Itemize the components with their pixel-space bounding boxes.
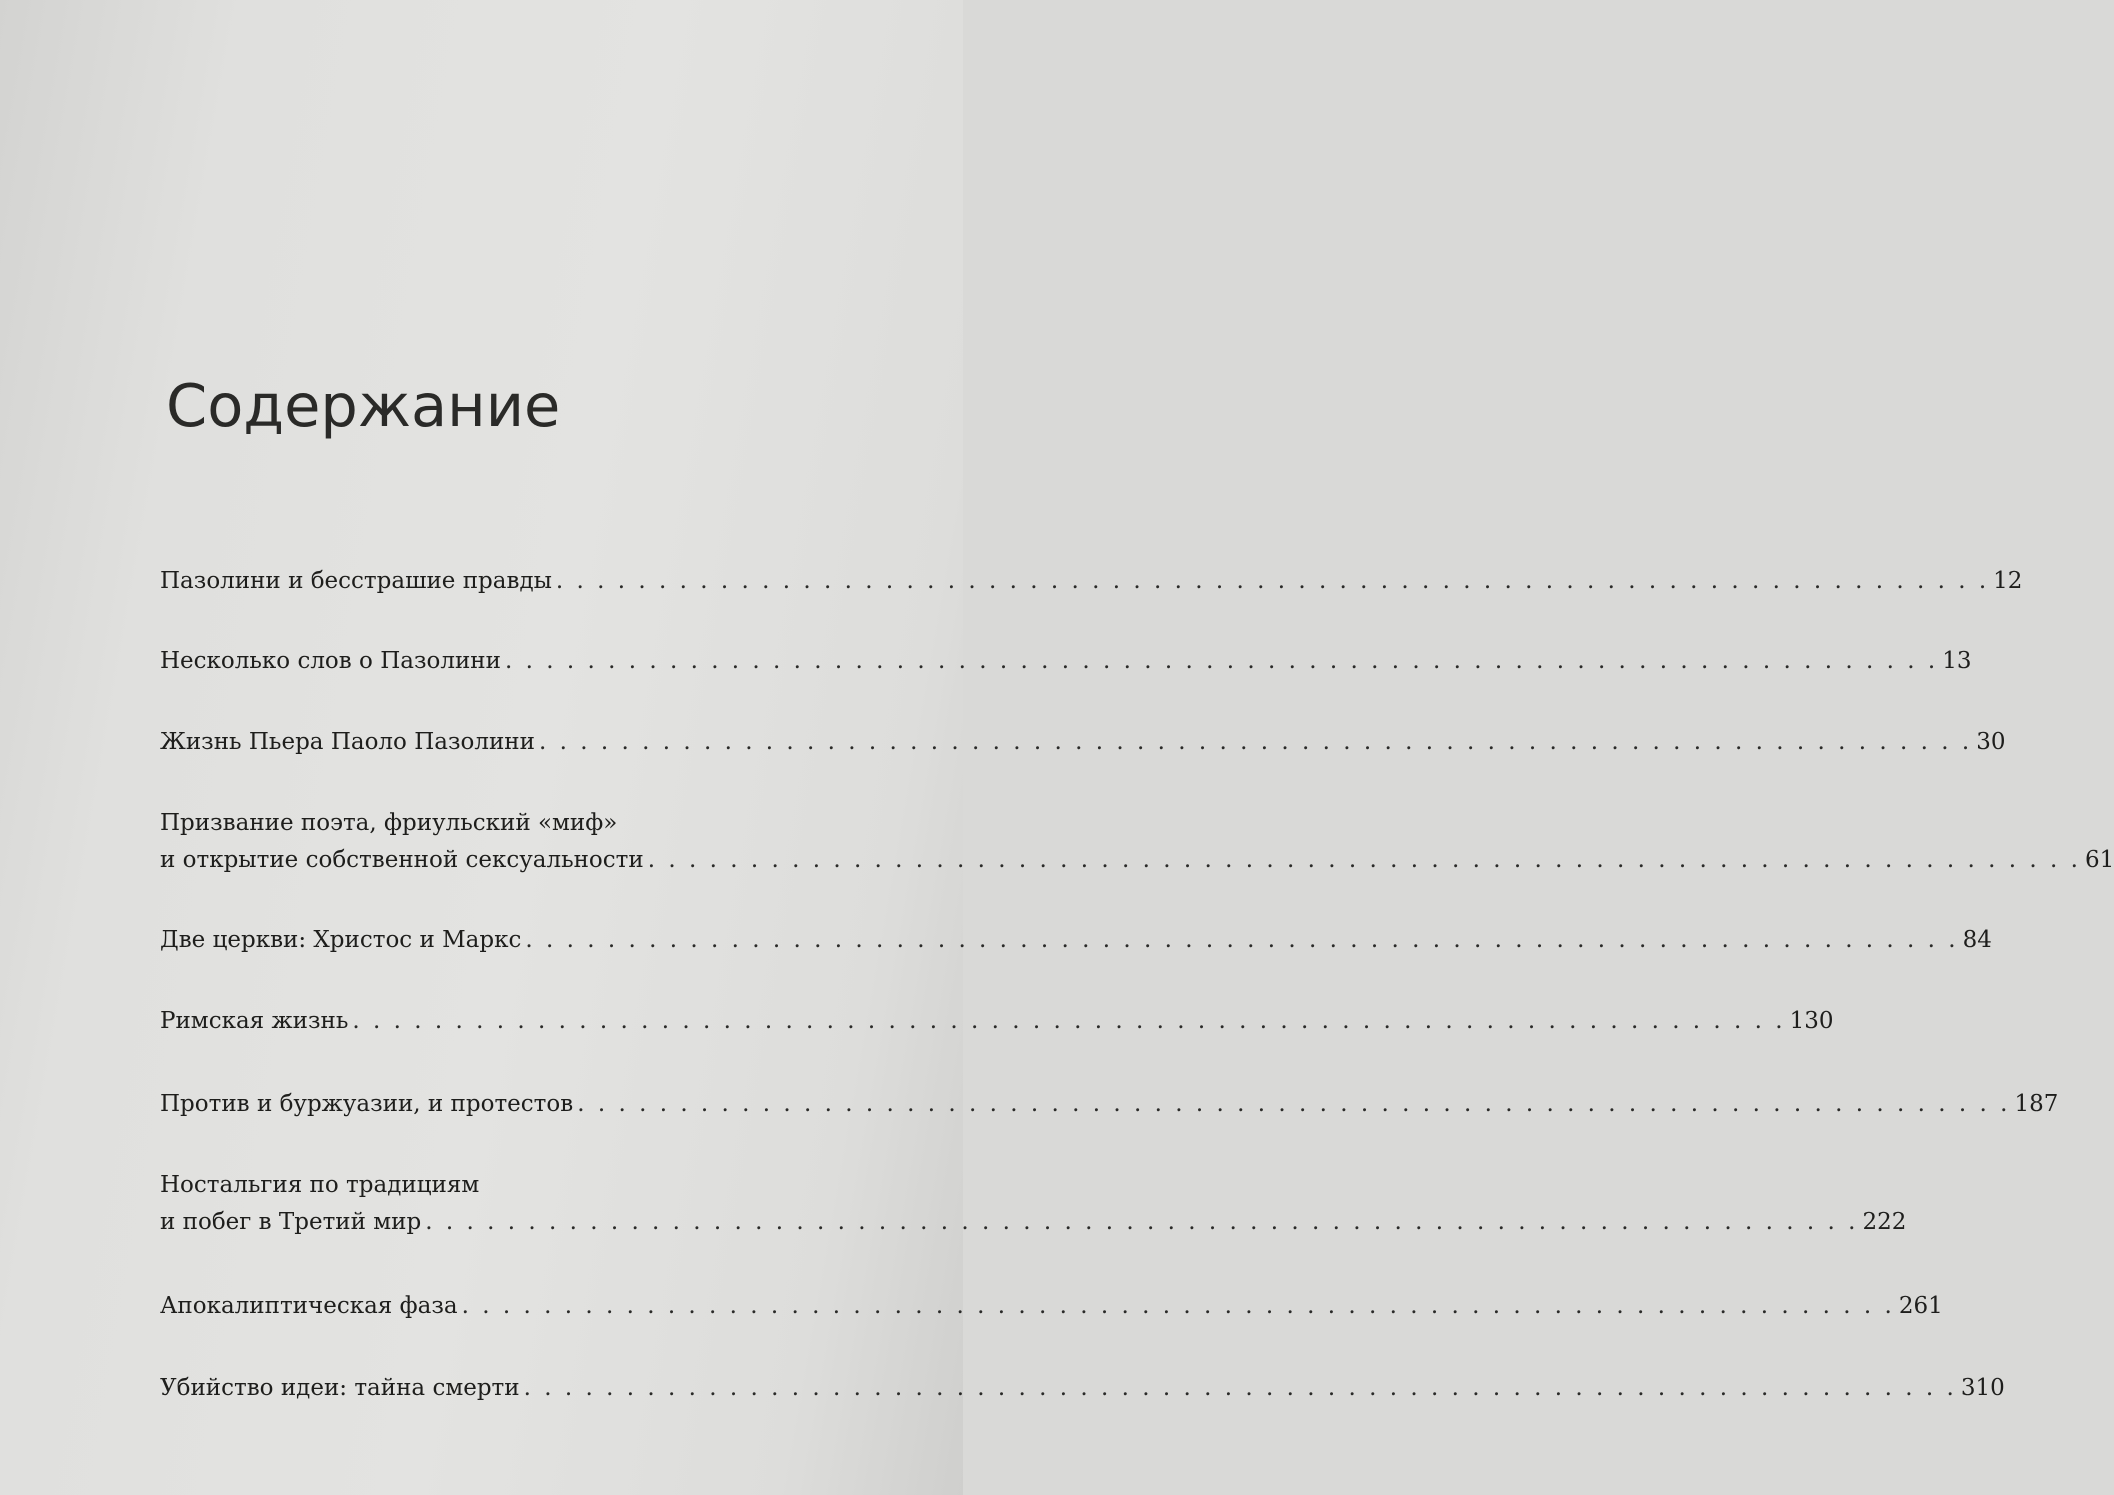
dot-leader: . . . . . . . . . . . . . . . . . . . . . . . . . . . . . . . . . . . . . . . . . . . . . . . . . . . . . . . . . . . . . . . . . . . . . . [647,847,2081,873]
toc-entry-title: Жизнь Пьера Паоло Пазолини [160,729,535,755]
toc-entry-page-number: 222 [1862,1209,1907,1235]
toc-entry-title: Две церкви: Христос и Маркс [160,927,522,953]
toc-entry-page-number: 130 [1789,1008,1834,1034]
dot-leader: . . . . . . . . . . . . . . . . . . . . . . . . . . . . . . . . . . . . . . . . . . . . . . . . . . . . . . . . . . . . . . . . . . . . . . [352,1008,1786,1034]
toc-entry [160,1288,1943,1325]
toc-entry-title: Призвание поэта, фриульский «миф» [160,810,618,836]
dot-leader: . . . . . . . . . . . . . . . . . . . . . . . . . . . . . . . . . . . . . . . . . . . . . . . . . . . . . . . . . . . . . . . . . . . . . . [461,1293,1895,1319]
toc-entry-title: и открытие собственной сексуальности [160,847,644,873]
toc-entry [160,563,2023,600]
toc-entry-page-number: 310 [1960,1375,2005,1401]
toc-entry-line [160,563,2023,600]
toc-entry-title: Против и буржуазии, и протестов [160,1091,574,1117]
toc-entry-title: Апокалиптическая фаза [160,1293,458,1319]
dot-leader: . . . . . . . . . . . . . . . . . . . . . . . . . . . . . . . . . . . . . . . . . . . . . . . . . . . . . . . . . . . . . . . . . . . . . . [523,1375,1957,1401]
toc-entry-page-number: 84 [1962,927,1992,953]
table-of-contents [160,0,2114,1495]
toc-entry-line [160,922,1992,959]
toc-entry-page-number: 61 [2084,847,2114,873]
dot-leader: . . . . . . . . . . . . . . . . . . . . . . . . . . . . . . . . . . . . . . . . . . . . . . . . . . . . . . . . . . . . . . . . . . . . . . [504,648,1939,674]
toc-entry-page-number: 12 [1993,568,2023,594]
toc-entry-line [160,1003,1834,1040]
toc-entry-page-number: 13 [1942,648,1972,674]
dot-leader: . . . . . . . . . . . . . . . . . . . . . . . . . . . . . . . . . . . . . . . . . . . . . . . . . . . . . . . . . . . . . . . . . . . . . . [555,568,1990,594]
toc-entry-line [160,724,2006,761]
dot-leader: . . . . . . . . . . . . . . . . . . . . . . . . . . . . . . . . . . . . . . . . . . . . . . . . . . . . . . . . . . . . . . . . . . . . . . [577,1091,2011,1117]
toc-entry-title: Убийство идеи: тайна смерти [160,1375,520,1401]
toc-entry [160,1086,2059,1123]
dot-leader: . . . . . . . . . . . . . . . . . . . . . . . . . . . . . . . . . . . . . . . . . . . . . . . . . . . . . . . . . . . . . . . . . . . . . . [525,927,1959,953]
toc-entry-line [160,1288,1943,1325]
toc-entry [160,643,1972,680]
toc-entry [160,805,2114,879]
toc-entry [160,724,2006,761]
toc-entry-title: Ностальгия по традициям [160,1172,480,1198]
dot-leader: . . . . . . . . . . . . . . . . . . . . . . . . . . . . . . . . . . . . . . . . . . . . . . . . . . . . . . . . . . . . . . . . . . . . . . [538,729,1973,755]
toc-entry-page-number: 30 [1976,729,2006,755]
toc-entry-title: Несколько слов о Пазолини [160,648,501,674]
toc-entry-line [160,842,2114,879]
toc-entry-title: Римская жизнь [160,1008,349,1034]
toc-entry-line [160,1167,873,1204]
toc-entry-line [160,1370,2005,1407]
page-title: Содержание [166,371,561,440]
toc-entry-title: Пазолини и бесстрашие правды [160,568,552,594]
toc-entry [160,922,1992,959]
toc-entry [160,1003,1834,1040]
toc-entry-line [160,1204,1907,1241]
toc-entry-line [160,1086,2059,1123]
toc-entry-line [160,643,1972,680]
toc-entry [160,1167,1907,1241]
dot-leader: . . . . . . . . . . . . . . . . . . . . . . . . . . . . . . . . . . . . . . . . . . . . . . . . . . . . . . . . . . . . . . . . . . . . . . [425,1209,1859,1235]
toc-entry-line [160,805,873,842]
toc-entry-page-number: 261 [1898,1293,1943,1319]
toc-entry-title: и побег в Третий мир [160,1209,422,1235]
toc-entry-page-number: 187 [2014,1091,2059,1117]
toc-entry [160,1370,2005,1407]
